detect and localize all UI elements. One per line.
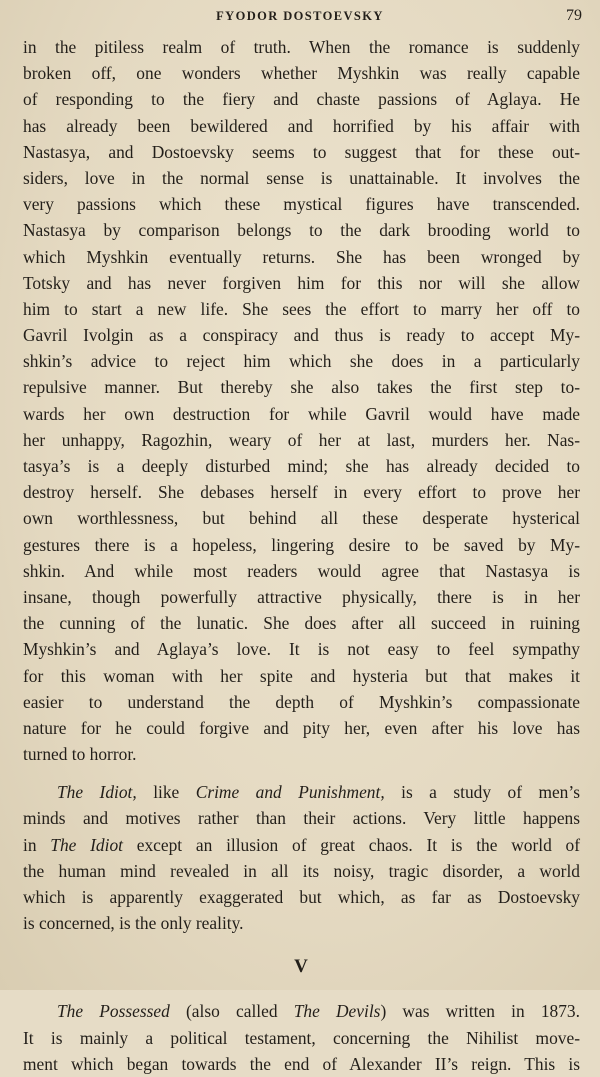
text-line: Myshkin’s and Aglaya’s love. It is not easy to feel sympathy: [23, 639, 580, 660]
text-line: easier to understand the depth of Myshkin’s compassionate: [23, 691, 580, 712]
paragraph-3: [23, 998, 580, 1077]
text-line: him to start a new life. She sees the effort to marry her off to: [23, 298, 580, 319]
text-line: ment which began towards the end of Alexander II’s reign. This is: [23, 1053, 580, 1074]
text-line: [23, 998, 580, 1024]
text-line: which is apparently exaggerated but which, as far as Dostoevsky: [23, 887, 580, 907]
text-line: of responding to the fiery and chaste passions of Aglaya. He: [23, 89, 580, 110]
book-title: The Devils: [293, 1001, 381, 1022]
paragraph-2: [23, 779, 580, 936]
text-segment: in: [23, 834, 51, 855]
text-line: the cunning of the lunatic. She does after all succeed in ruining: [23, 613, 580, 634]
text-segment: (also called: [169, 1001, 294, 1022]
text-segment: like: [136, 782, 196, 803]
text-line: siders, love in the normal sense is unattainable. It involves the: [23, 167, 580, 188]
text-line: for this woman with her spite and hysteria but that makes it: [23, 665, 580, 686]
text-segment: is a study of men’s: [384, 782, 580, 803]
text-line: which Myshkin eventually returns. She has been wronged by: [23, 246, 580, 267]
text-line: in the pitiless realm of truth. When the romance is suddenly: [23, 37, 580, 57]
text-line: Gavril Ivolgin as a conspiracy and thus is ready to accept My-: [23, 325, 580, 346]
text-line: minds and motives rather than their actions. Very little happens: [23, 808, 580, 829]
text-line: Totsky and has never forgiven him for this nor will she allow: [23, 272, 580, 293]
text-line: wards her own destruction for while Gavril would have made: [23, 403, 580, 424]
text-line: Nastasya by comparison belongs to the dark brooding world to: [23, 220, 580, 241]
running-head: [0, 7, 600, 31]
text-line: tasya’s is a deeply disturbed mind; she has already decided to: [23, 456, 580, 476]
paragraph-1: [23, 34, 580, 767]
text-line: gestures there is a hopeless, lingering desire to be saved by My-: [23, 534, 580, 555]
text-segment: except an illusion of great chaos. It is the world of: [123, 834, 581, 855]
running-title: FYODOR DOSTOEVSKY: [216, 9, 384, 23]
text-line: [23, 779, 580, 805]
text-line: Nastasya, and Dostoevsky seems to suggest that for these out-: [23, 141, 580, 162]
text-line: own worthlessness, but behind all these desperate hysterical: [23, 508, 580, 529]
text-line: shkin. And while most readers would agree that Nastasya is: [23, 560, 580, 581]
book-title: The Possessed: [57, 1001, 170, 1022]
text-segment: ) was written in 1873.: [380, 1001, 580, 1022]
text-line: has already been bewildered and horrified by his affair with: [23, 115, 580, 136]
text-line: very passions which these mystical figures have transcended.: [23, 194, 580, 215]
book-title: The Idiot,: [57, 782, 137, 803]
body-text: [23, 34, 580, 1077]
text-line: nature for he could forgive and pity her, even after his love has: [23, 717, 580, 738]
section-heading: V: [294, 956, 309, 978]
text-line: turned to horror.: [23, 744, 137, 765]
page-number: 79: [566, 7, 582, 24]
book-title: The Idiot: [50, 834, 123, 855]
book-title: Crime and Punishment,: [195, 782, 385, 803]
text-line: the human mind revealed in all its noisy, tragic disorder, a world: [23, 860, 580, 881]
text-line: destroy herself. She debases herself in every effort to prove her: [23, 482, 580, 503]
text-line: insane, though powerfully attractive physically, there is in her: [23, 586, 580, 607]
text-line: repulsive manner. But thereby she also takes the first step to-: [23, 377, 580, 398]
text-line: broken off, one wonders whether Myshkin was really capable: [23, 63, 580, 84]
text-line: [23, 832, 580, 858]
text-line: It is mainly a political testament, concerning the Nihilist move-: [23, 1027, 580, 1048]
text-line: is concerned, is the only reality.: [23, 913, 244, 934]
paragraph-gap: [23, 767, 580, 779]
text-line: her unhappy, Ragozhin, weary of her at last, murders her. Nas-: [23, 429, 580, 450]
text-line: shkin’s advice to reject him which she does in a particularly: [23, 351, 580, 372]
